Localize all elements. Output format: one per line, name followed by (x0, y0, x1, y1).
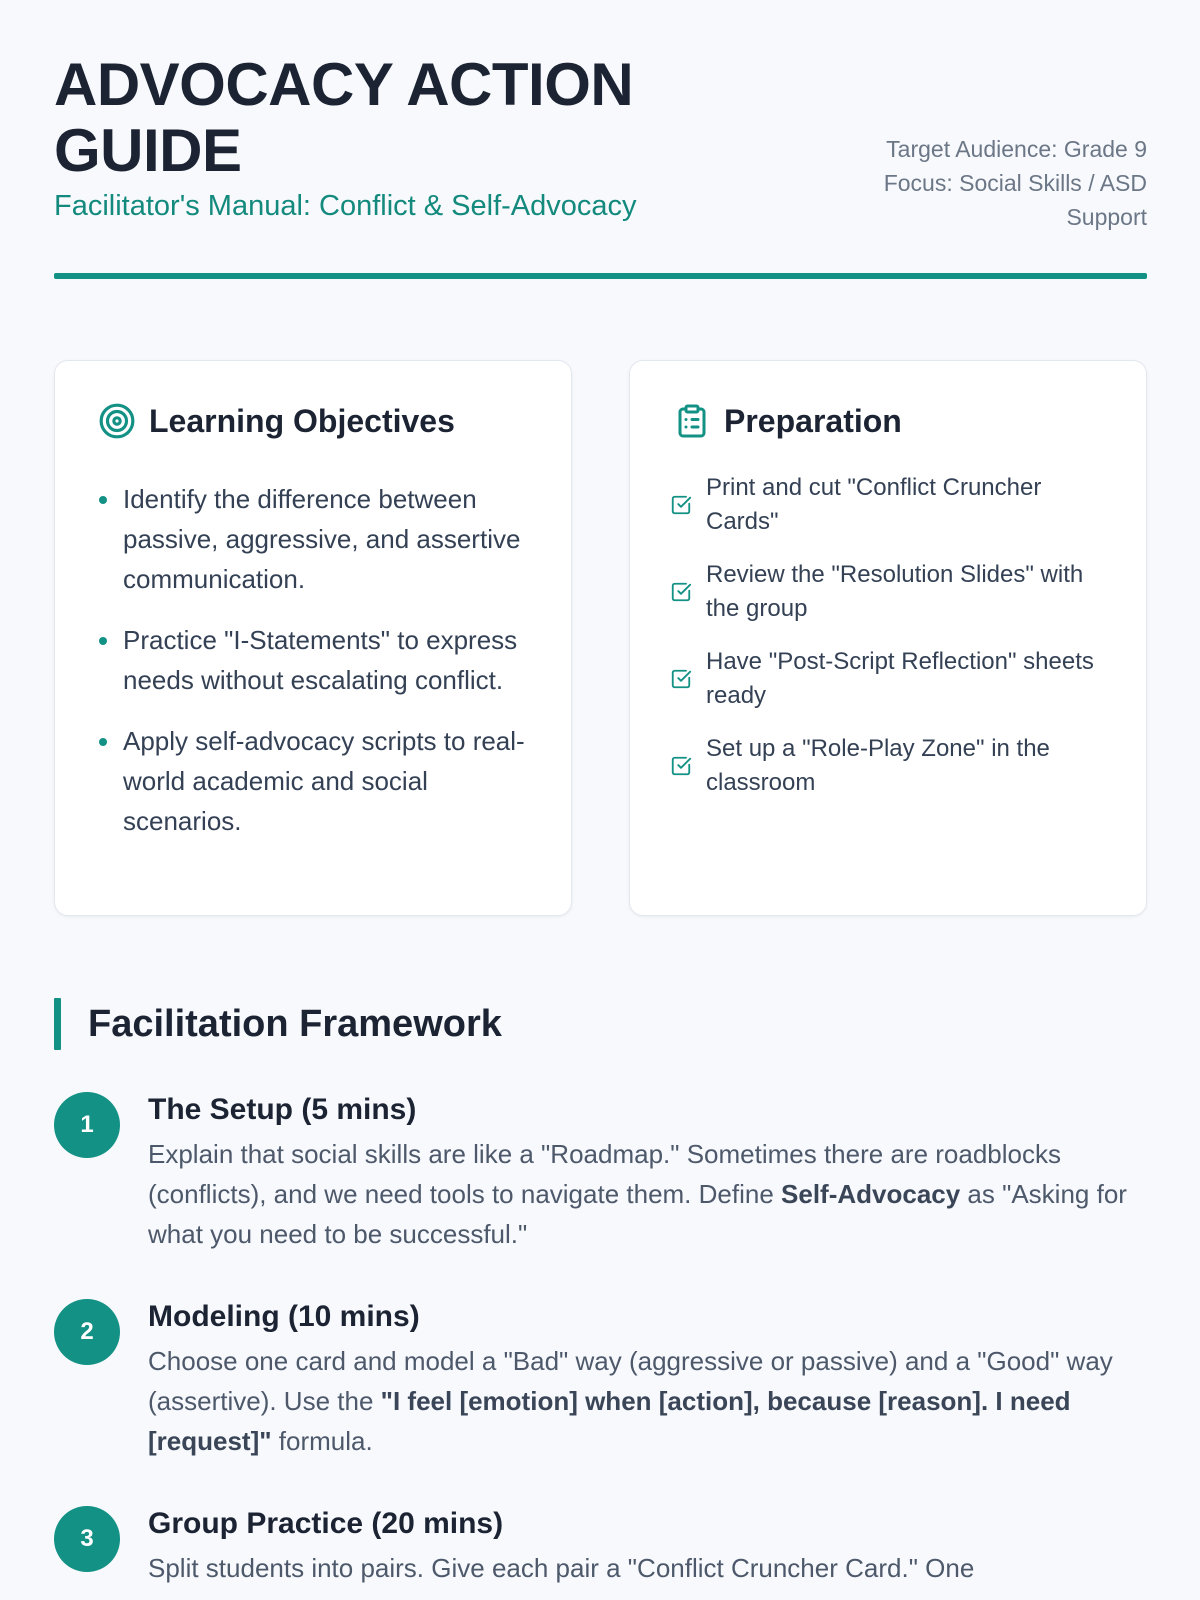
objectives-header (97, 401, 455, 441)
objective-item: Apply self-advocacy scripts to real-world academic and social scenarios. (97, 721, 537, 841)
step-title: The Setup (5 mins) (148, 1093, 417, 1126)
step-number-badge: 2 (54, 1299, 120, 1365)
preparation-text: Print and cut "Conflict Cruncher Cards" (706, 474, 1042, 535)
step-emphasis: "I feel [emotion] when [action], because [reason]. I need [request]" (148, 1386, 1071, 1456)
preparation-text: Have "Post-Script Reflection" sheets ready (706, 648, 1094, 709)
step-text-part: Choose one card and model a "Bad" way (aggressive or passive) and a "Good" way (assertive). Use the (148, 1346, 1113, 1416)
step-text-part: Explain that social skills are like a "Roadmap." Sometimes there are roadblocks (conflicts), and we need tools to navigate them. Define (148, 1139, 1061, 1209)
objective-item: Practice "I-Statements" to express needs without escalating conflict. (97, 620, 537, 700)
preparation-text: Set up a "Role-Play Zone" in the classroom (706, 735, 1050, 796)
preparation-item (670, 558, 1120, 626)
framework-steps (54, 1090, 1147, 1600)
step-body (148, 1297, 1148, 1461)
framework-heading (54, 998, 502, 1050)
step-item (54, 1504, 1147, 1600)
step-item (54, 1297, 1147, 1504)
step-title: Modeling (10 mins) (148, 1300, 420, 1333)
preparation-card (629, 360, 1147, 916)
meta-info (847, 132, 1147, 234)
section-accent-bar (54, 998, 61, 1050)
check-square-icon (670, 755, 692, 777)
step-body (148, 1090, 1148, 1254)
step-body (148, 1504, 1148, 1588)
step-title: Group Practice (20 mins) (148, 1507, 504, 1540)
preparation-item (670, 732, 1120, 800)
meta-focus: Focus: Social Skills / ASD Support (883, 170, 1147, 230)
page (54, 0, 1147, 1583)
preparation-item (670, 645, 1120, 713)
preparation-title: Preparation (724, 402, 902, 439)
preparation-list (670, 471, 1120, 819)
step-text-part: formula. (271, 1426, 373, 1456)
check-square-icon (670, 581, 692, 603)
framework-title: Facilitation Framework (88, 1002, 502, 1045)
step-number-badge: 1 (54, 1092, 120, 1158)
check-square-icon (670, 668, 692, 690)
step-emphasis: Self-Advocacy (781, 1179, 961, 1209)
card-row (54, 360, 1147, 916)
meta-audience: Target Audience: Grade 9 (886, 136, 1147, 162)
step-number-badge: 3 (54, 1506, 120, 1572)
objective-item: Identify the difference between passive, aggressive, and assertive communication. (97, 479, 537, 599)
step-text-part: Split students into pairs. Give each pair a "Conflict Cruncher Card." One (148, 1553, 975, 1583)
target-icon (97, 401, 137, 441)
preparation-header (672, 401, 902, 441)
header (54, 0, 1147, 282)
step-description (148, 1134, 1148, 1254)
step-item (54, 1090, 1147, 1297)
step-description (148, 1548, 1148, 1588)
objectives-card (54, 360, 572, 916)
preparation-item (670, 471, 1120, 539)
step-description (148, 1341, 1148, 1461)
page-subtitle: Facilitator's Manual: Conflict & Self-Advocacy (54, 190, 637, 222)
step-text-part: as "Asking for what you need to be successful." (148, 1179, 1127, 1249)
objectives-list (97, 479, 537, 862)
objectives-title: Learning Objectives (149, 402, 455, 439)
clipboard-icon (672, 401, 712, 441)
page-title: ADVOCACY ACTION GUIDE (54, 51, 634, 184)
check-square-icon (670, 494, 692, 516)
header-divider (54, 273, 1147, 279)
preparation-text: Review the "Resolution Slides" with the group (706, 561, 1084, 622)
